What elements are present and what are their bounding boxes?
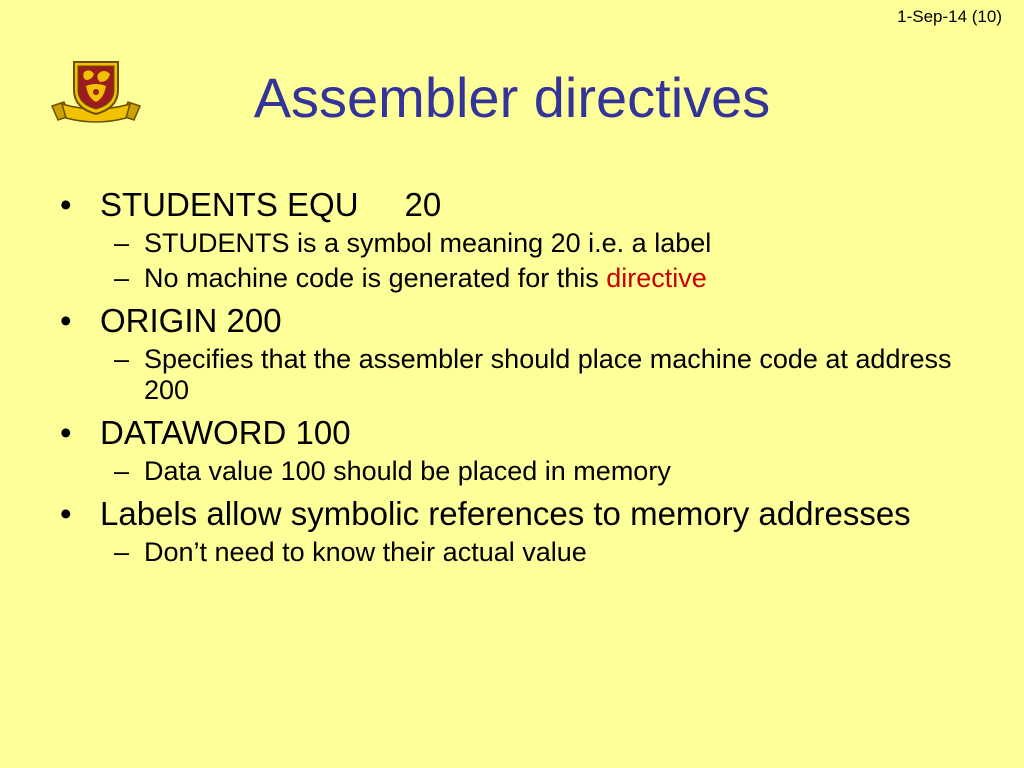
sub-bullet-item [60,537,960,568]
bullet-text: DATAWORD 100 [100,414,351,451]
dash-marker: – [114,263,130,293]
bullet-marker: • [60,186,72,223]
bullet-item [60,495,960,533]
bullet-marker: • [60,414,72,451]
date-stamp: 1-Sep-14 (10) [897,7,1002,26]
sub-bullet-text: STUDENTS is a symbol meaning 20 i.e. a label [144,228,712,258]
sub-bullet-item [60,456,960,487]
dash-marker: – [114,456,130,486]
sub-bullet-text: Specifies that the assembler should place machine code at address 200 [144,344,952,405]
bullet-item [60,302,960,340]
dash-marker: – [114,228,130,258]
dash-marker: – [114,344,130,374]
highlight-text: directive [606,263,707,293]
dash-marker: – [114,537,130,567]
bullet-item [60,186,960,224]
bullet-marker: • [60,302,72,339]
bullet-marker: • [60,495,72,532]
sub-bullet-item [60,344,960,406]
bullet-text: ORIGIN 200 [100,302,282,339]
sub-bullet-item [60,228,960,259]
sub-bullet-text: Don’t need to know their actual value [144,537,587,567]
slide-title: Assembler directives [253,66,771,129]
bullet-text-value: 20 [404,186,442,223]
bullet-list [60,178,960,570]
sub-bullet-text: No machine code is generated for this [144,263,607,293]
bullet-text: Labels allow symbolic references to memory addresses [100,495,911,532]
bullet-text: STUDENTS EQU [100,186,359,223]
sub-bullet-item [60,263,960,294]
sub-bullet-text: Data value 100 should be placed in memory [144,456,671,486]
bullet-item [60,414,960,452]
